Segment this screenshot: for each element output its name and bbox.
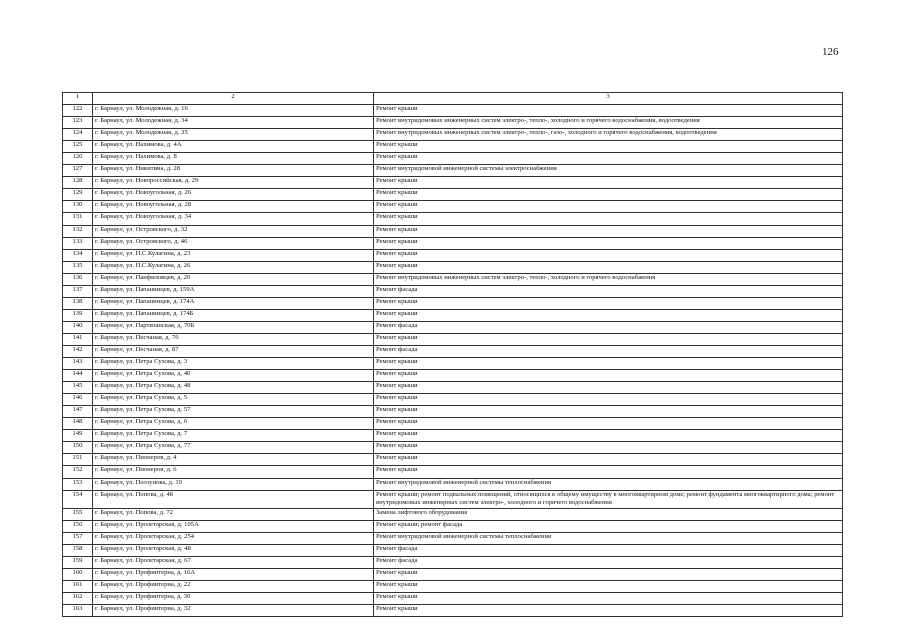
- row-number: 134: [63, 249, 93, 261]
- row-work: Ремонт крыши; ремонт фасада: [374, 520, 843, 532]
- row-number: 152: [63, 466, 93, 478]
- row-work: Ремонт крыши: [374, 333, 843, 345]
- row-work: Ремонт крыши: [374, 593, 843, 605]
- row-address: г. Барнаул, ул. Петра Сухова, д. 57: [93, 406, 374, 418]
- row-number: 136: [63, 273, 93, 285]
- table-row: [63, 129, 843, 141]
- table-row: [63, 141, 843, 153]
- table-row: [63, 165, 843, 177]
- row-address: г. Барнаул, ул. Пролетарская, д. 67: [93, 556, 374, 568]
- table-row: [63, 117, 843, 129]
- row-work: Ремонт крыши: [374, 466, 843, 478]
- row-work: Ремонт внутридомовой инженерной системы теплоснабжения: [374, 478, 843, 490]
- row-work: Ремонт фасада: [374, 345, 843, 357]
- row-work: Ремонт крыши: [374, 225, 843, 237]
- row-number: 147: [63, 406, 93, 418]
- row-number: 131: [63, 213, 93, 225]
- row-work: Ремонт крыши: [374, 430, 843, 442]
- row-address: г. Барнаул, ул. Профинтерна, д. 32: [93, 605, 374, 617]
- table-row: [63, 605, 843, 617]
- header-col-number: 1: [63, 93, 93, 105]
- table-row: [63, 237, 843, 249]
- table-body: [63, 105, 843, 617]
- registry-table: [62, 92, 843, 617]
- row-number: 144: [63, 370, 93, 382]
- row-address: г. Барнаул, ул. Профинтерна, д. 16А: [93, 568, 374, 580]
- row-number: 154: [63, 490, 93, 508]
- row-address: г. Барнаул, ул. Попова, д. 72: [93, 508, 374, 520]
- table-row: [63, 418, 843, 430]
- row-work: Ремонт крыши: [374, 580, 843, 592]
- row-work: Ремонт крыши: [374, 394, 843, 406]
- table-row: [63, 430, 843, 442]
- row-work: Ремонт крыши: [374, 249, 843, 261]
- row-address: г. Барнаул, ул. Петра Сухова, д. 3: [93, 358, 374, 370]
- row-address: г. Барнаул, ул. Папанинцев, д. 174А: [93, 297, 374, 309]
- row-work: Ремонт крыши: [374, 454, 843, 466]
- row-work: Ремонт крыши: [374, 297, 843, 309]
- table-row: [63, 568, 843, 580]
- row-work: Ремонт крыши: [374, 237, 843, 249]
- table-row: [63, 309, 843, 321]
- row-work: Ремонт внутридомовых инженерных систем электро-, тепло-, холодного и горячего водоснабжения: [374, 273, 843, 285]
- table-row: [63, 225, 843, 237]
- row-number: 143: [63, 358, 93, 370]
- row-address: г. Барнаул, ул. Петра Сухова, д. 77: [93, 442, 374, 454]
- row-work: Ремонт крыши: [374, 605, 843, 617]
- header-col-work: 3: [374, 93, 843, 105]
- table-row: [63, 394, 843, 406]
- row-number: 148: [63, 418, 93, 430]
- row-address: г. Барнаул, ул. Петра Сухова, д. 48: [93, 382, 374, 394]
- row-address: г. Барнаул, ул. Петра Сухова, д. 6: [93, 418, 374, 430]
- row-work: Ремонт крыши: [374, 261, 843, 273]
- row-work: Ремонт фасада: [374, 544, 843, 556]
- row-address: г. Барнаул, ул. Песчаная, д. 87: [93, 345, 374, 357]
- row-number: 159: [63, 556, 93, 568]
- table-row: [63, 454, 843, 466]
- row-work: Ремонт крыши: [374, 370, 843, 382]
- row-address: г. Барнаул, ул. Молодежная, д. 34: [93, 117, 374, 129]
- row-address: г. Барнаул, ул. Новоугольная, д. 26: [93, 189, 374, 201]
- table-row: [63, 532, 843, 544]
- row-number: 141: [63, 333, 93, 345]
- table-row: [63, 285, 843, 297]
- table-row: [63, 490, 843, 508]
- row-address: г. Барнаул, ул. Новоугольная, д. 34: [93, 213, 374, 225]
- row-work: Ремонт крыши: [374, 309, 843, 321]
- row-address: г. Барнаул, ул. Нахимова, д. 8: [93, 153, 374, 165]
- row-address: г. Барнаул, ул. Папанинцев, д. 159А: [93, 285, 374, 297]
- row-work: Ремонт крыши; ремонт подвальных помещений, относящихся к общему имуществу в многоквартирном доме; ремонт фундамента многоквартирного дома; ремонт внутридомовых инженерных систем электро-, холодного и горячего водоснабжения: [374, 490, 843, 508]
- row-number: 135: [63, 261, 93, 273]
- row-number: 160: [63, 568, 93, 580]
- table-row: [63, 358, 843, 370]
- row-work: Ремонт крыши: [374, 406, 843, 418]
- table-row: [63, 593, 843, 605]
- row-address: г. Барнаул, ул. П.С.Кулагина, д. 26: [93, 261, 374, 273]
- row-work: Ремонт внутридомовых инженерных систем электро-, тепло-, газо-, холодного и горячего водоснабжения, водоотведения: [374, 129, 843, 141]
- row-work: Ремонт крыши: [374, 189, 843, 201]
- row-number: 137: [63, 285, 93, 297]
- page-number: 126: [822, 46, 839, 58]
- row-number: 123: [63, 117, 93, 129]
- table-row: [63, 297, 843, 309]
- row-address: г. Барнаул, ул. Островского, д. 46: [93, 237, 374, 249]
- row-work: Ремонт крыши: [374, 213, 843, 225]
- row-number: 142: [63, 345, 93, 357]
- table-row: [63, 466, 843, 478]
- table-header-row: [63, 93, 843, 105]
- row-number: 128: [63, 177, 93, 189]
- row-address: г. Барнаул, ул. Никитина, д. 28: [93, 165, 374, 177]
- row-address: г. Барнаул, ул. Петра Сухова, д. 7: [93, 430, 374, 442]
- table-row: [63, 508, 843, 520]
- row-number: 155: [63, 508, 93, 520]
- row-number: 163: [63, 605, 93, 617]
- row-number: 122: [63, 105, 93, 117]
- table-row: [63, 345, 843, 357]
- table-row: [63, 189, 843, 201]
- table-row: [63, 382, 843, 394]
- row-work: Ремонт крыши: [374, 568, 843, 580]
- row-address: г. Барнаул, ул. П.С.Кулагина, д. 23: [93, 249, 374, 261]
- row-address: г. Барнаул, ул. Островского, д. 32: [93, 225, 374, 237]
- row-address: г. Барнаул, ул. Попова, д. 48: [93, 490, 374, 508]
- table-row: [63, 442, 843, 454]
- row-address: г. Барнаул, ул. Ползунова, д. 19: [93, 478, 374, 490]
- row-address: г. Барнаул, ул. Молодежная, д. 16: [93, 105, 374, 117]
- row-number: 153: [63, 478, 93, 490]
- table-row: [63, 249, 843, 261]
- table-row: [63, 370, 843, 382]
- table-row: [63, 273, 843, 285]
- row-number: 140: [63, 321, 93, 333]
- row-number: 162: [63, 593, 93, 605]
- row-address: г. Барнаул, ул. Партизанская, д. 70Б: [93, 321, 374, 333]
- row-work: Ремонт крыши: [374, 442, 843, 454]
- row-number: 126: [63, 153, 93, 165]
- row-work: Ремонт крыши: [374, 177, 843, 189]
- row-number: 156: [63, 520, 93, 532]
- row-work: Ремонт фасада: [374, 285, 843, 297]
- table-row: [63, 261, 843, 273]
- row-number: 133: [63, 237, 93, 249]
- row-work: Ремонт внутридомовой инженерной системы электроснабжения: [374, 165, 843, 177]
- table-row: [63, 213, 843, 225]
- row-number: 125: [63, 141, 93, 153]
- row-address: г. Барнаул, ул. Петра Сухова, д. 5: [93, 394, 374, 406]
- row-address: г. Барнаул, ул. Новороссийская, д. 29: [93, 177, 374, 189]
- table-row: [63, 333, 843, 345]
- row-work: Замена лифтового оборудования: [374, 508, 843, 520]
- row-address: г. Барнаул, ул. Пролетарская, д. 254: [93, 532, 374, 544]
- table-row: [63, 478, 843, 490]
- row-address: г. Барнаул, ул. Петра Сухова, д. 40: [93, 370, 374, 382]
- table-row: [63, 580, 843, 592]
- table-row: [63, 544, 843, 556]
- row-address: г. Барнаул, ул. Профинтерна, д. 30: [93, 593, 374, 605]
- table-row: [63, 520, 843, 532]
- table-row: [63, 153, 843, 165]
- row-address: г. Барнаул, ул. Нахимова, д. 4А: [93, 141, 374, 153]
- row-address: г. Барнаул, ул. Песчаная, д. 76: [93, 333, 374, 345]
- row-number: 157: [63, 532, 93, 544]
- row-number: 127: [63, 165, 93, 177]
- row-work: Ремонт крыши: [374, 418, 843, 430]
- row-number: 158: [63, 544, 93, 556]
- row-address: г. Барнаул, ул. Панфиловцев, д. 20: [93, 273, 374, 285]
- row-number: 146: [63, 394, 93, 406]
- row-number: 138: [63, 297, 93, 309]
- row-work: Ремонт крыши: [374, 105, 843, 117]
- row-number: 161: [63, 580, 93, 592]
- row-number: 124: [63, 129, 93, 141]
- row-work: Ремонт фасада: [374, 556, 843, 568]
- row-number: 130: [63, 201, 93, 213]
- row-work: Ремонт крыши: [374, 358, 843, 370]
- row-address: г. Барнаул, ул. Профинтерна, д. 22: [93, 580, 374, 592]
- table-row: [63, 406, 843, 418]
- row-work: Ремонт фасада: [374, 321, 843, 333]
- row-address: г. Барнаул, ул. Пролетарская, д. 48: [93, 544, 374, 556]
- row-address: г. Барнаул, ул. Молодежная, д. 35: [93, 129, 374, 141]
- row-number: 132: [63, 225, 93, 237]
- table-row: [63, 105, 843, 117]
- row-address: г. Барнаул, ул. Новоугольная, д. 28: [93, 201, 374, 213]
- row-work: Ремонт крыши: [374, 141, 843, 153]
- table-row: [63, 177, 843, 189]
- table-row: [63, 321, 843, 333]
- row-address: г. Барнаул, ул. Пионеров, д. 4: [93, 454, 374, 466]
- row-number: 139: [63, 309, 93, 321]
- row-address: г. Барнаул, ул. Папанинцев, д. 174Б: [93, 309, 374, 321]
- header-col-address: 2: [93, 93, 374, 105]
- table-row: [63, 201, 843, 213]
- row-work: Ремонт внутридомовой инженерной системы теплоснабжения: [374, 532, 843, 544]
- row-number: 129: [63, 189, 93, 201]
- row-work: Ремонт внутридомовых инженерных систем электро-, тепло-, холодного и горячего водоснабжения, водоотведения: [374, 117, 843, 129]
- row-number: 151: [63, 454, 93, 466]
- row-work: Ремонт крыши: [374, 382, 843, 394]
- row-number: 149: [63, 430, 93, 442]
- row-work: Ремонт крыши: [374, 201, 843, 213]
- row-number: 145: [63, 382, 93, 394]
- table-row: [63, 556, 843, 568]
- row-number: 150: [63, 442, 93, 454]
- row-address: г. Барнаул, ул. Пролетарская, д. 105А: [93, 520, 374, 532]
- row-address: г. Барнаул, ул. Пионеров, д. 6: [93, 466, 374, 478]
- row-work: Ремонт крыши: [374, 153, 843, 165]
